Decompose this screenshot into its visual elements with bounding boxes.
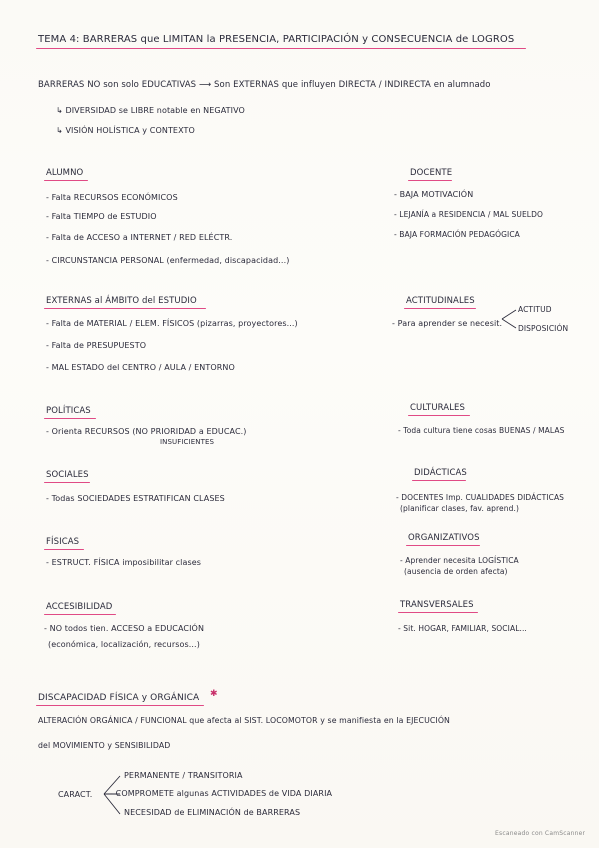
externas-item-3: - MAL ESTADO del CENTRO / AULA / ENTORNO [46,363,235,372]
caract-item-3: NECESIDAD de ELIMINACIÓN de BARRERAS [124,808,301,817]
page-title: TEMA 4: BARRERAS que LIMITAN la PRESENCIA, PARTICIPACIÓN y CONSECUENCIA de LOGROS [38,34,515,45]
discapacidad-def-2: del MOVIMIENTO y SENSIBILIDAD [38,741,171,750]
actitudinales-item: - Para aprender se necesit. [392,319,503,328]
externas-underline [44,308,206,309]
culturales-heading: CULTURALES [410,403,466,413]
scanner-watermark: Escaneado con CamScanner [495,830,586,837]
didacticas-heading: DIDÁCTICAS [414,468,467,478]
sociales-underline [44,482,90,483]
actitudinales-branch-2: DISPOSICIÓN [518,324,569,333]
docente-item-2: - LEJANÍA a RESIDENCIA / MAL SUELDO [394,210,543,219]
caract-item-2: - COMPROMETE algunas ACTIVIDADES de VIDA DIARIA [110,789,333,798]
organizativos-item-2: (ausencia de orden afecta) [404,567,508,576]
fisicas-underline [44,549,84,550]
externas-heading: EXTERNAS al ÁMBITO del ESTUDIO [46,296,197,306]
politicas-heading: POLÍTICAS [46,406,91,416]
docente-underline [408,180,452,181]
accesibilidad-heading: ACCESIBILIDAD [46,602,113,612]
transversales-heading: TRANSVERSALES [400,600,474,610]
organizativos-underline [406,545,480,546]
actitudinales-heading: ACTITUDINALES [406,296,475,306]
asterisk-icon: ✱ [210,689,218,699]
discapacidad-heading: DISCAPACIDAD FÍSICA y ORGÁNICA [38,693,200,703]
alumno-heading: ALUMNO [46,168,84,178]
accesibilidad-underline [44,614,116,615]
caract-item-1: PERMANENTE / TRANSITORIA [124,771,243,780]
politicas-item: - Orienta RECURSOS (NO PRIORIDAD a EDUCAC.) [46,427,247,436]
actitudinales-underline [404,308,476,309]
externas-item-2: - Falta de PRESUPUESTO [46,341,147,350]
externas-item-1: - Falta de MATERIAL / ELEM. FÍSICOS (pizarras, proyectores...) [46,319,298,328]
intro-sub-2: ↳ VISIÓN HOLÍSTICA y CONTEXTO [56,126,195,135]
fisicas-heading: FÍSICAS [46,537,80,547]
actitudinales-branch-1: ACTITUD [518,305,552,314]
alumno-item-4: - CIRCUNSTANCIA PERSONAL (enfermedad, discapacidad...) [46,256,290,265]
transversales-item: - Sit. HOGAR, FAMILIAR, SOCIAL... [398,624,527,633]
didacticas-item-2: (planificar clases, fav. aprend.) [400,504,519,513]
didacticas-item: - DOCENTES Imp. CUALIDADES DIDÁCTICAS [396,493,565,502]
alumno-item-2: - Falta TIEMPO de ESTUDIO [46,212,157,221]
politicas-underline [44,418,96,419]
alumno-item-1: - Falta RECURSOS ECONÓMICOS [46,193,178,202]
title-underline [36,48,526,49]
docente-item-1: - BAJA MOTIVACIÓN [394,190,474,199]
organizativos-item: - Aprender necesita LOGÍSTICA [400,556,519,565]
transversales-underline [398,612,478,613]
intro-line: BARRERAS NO son solo EDUCATIVAS ⟶ Son EXTERNAS que influyen DIRECTA / INDIRECTA en alumnado [38,80,491,90]
culturales-item: - Toda cultura tiene cosas BUENAS / MALAS [398,426,565,435]
fisicas-item: - ESTRUCT. FÍSICA imposibilitar clases [46,558,202,567]
sociales-item: - Todas SOCIEDADES ESTRATIFICAN CLASES [46,494,225,503]
alumno-underline [44,180,88,181]
organizativos-heading: ORGANIZATIVOS [408,533,480,543]
docente-heading: DOCENTE [410,168,453,178]
intro-sub-1: ↳ DIVERSIDAD se LIBRE notable en NEGATIVO [56,106,245,115]
didacticas-underline [412,480,466,481]
alumno-item-3: - Falta de ACCESO a INTERNET / RED ELÉCTR. [46,233,233,242]
discapacidad-def-1: ALTERACIÓN ORGÁNICA / FUNCIONAL que afecta al SIST. LOCOMOTOR y se manifiesta en la EJECUCIÓN [38,716,450,725]
accesibilidad-item: - NO todos tien. ACCESO a EDUCACIÓN [44,624,205,633]
politicas-item-2: INSUFICIENTES [160,438,215,446]
discapacidad-underline [36,705,204,706]
culturales-underline [408,415,470,416]
caract-label: CARACT. [58,790,93,799]
branch-bracket [500,307,520,331]
accesibilidad-item-2: (económica, localización, recursos...) [48,640,200,649]
sociales-heading: SOCIALES [46,470,89,480]
docente-item-3: - BAJA FORMACIÓN PEDAGÓGICA [394,230,520,239]
